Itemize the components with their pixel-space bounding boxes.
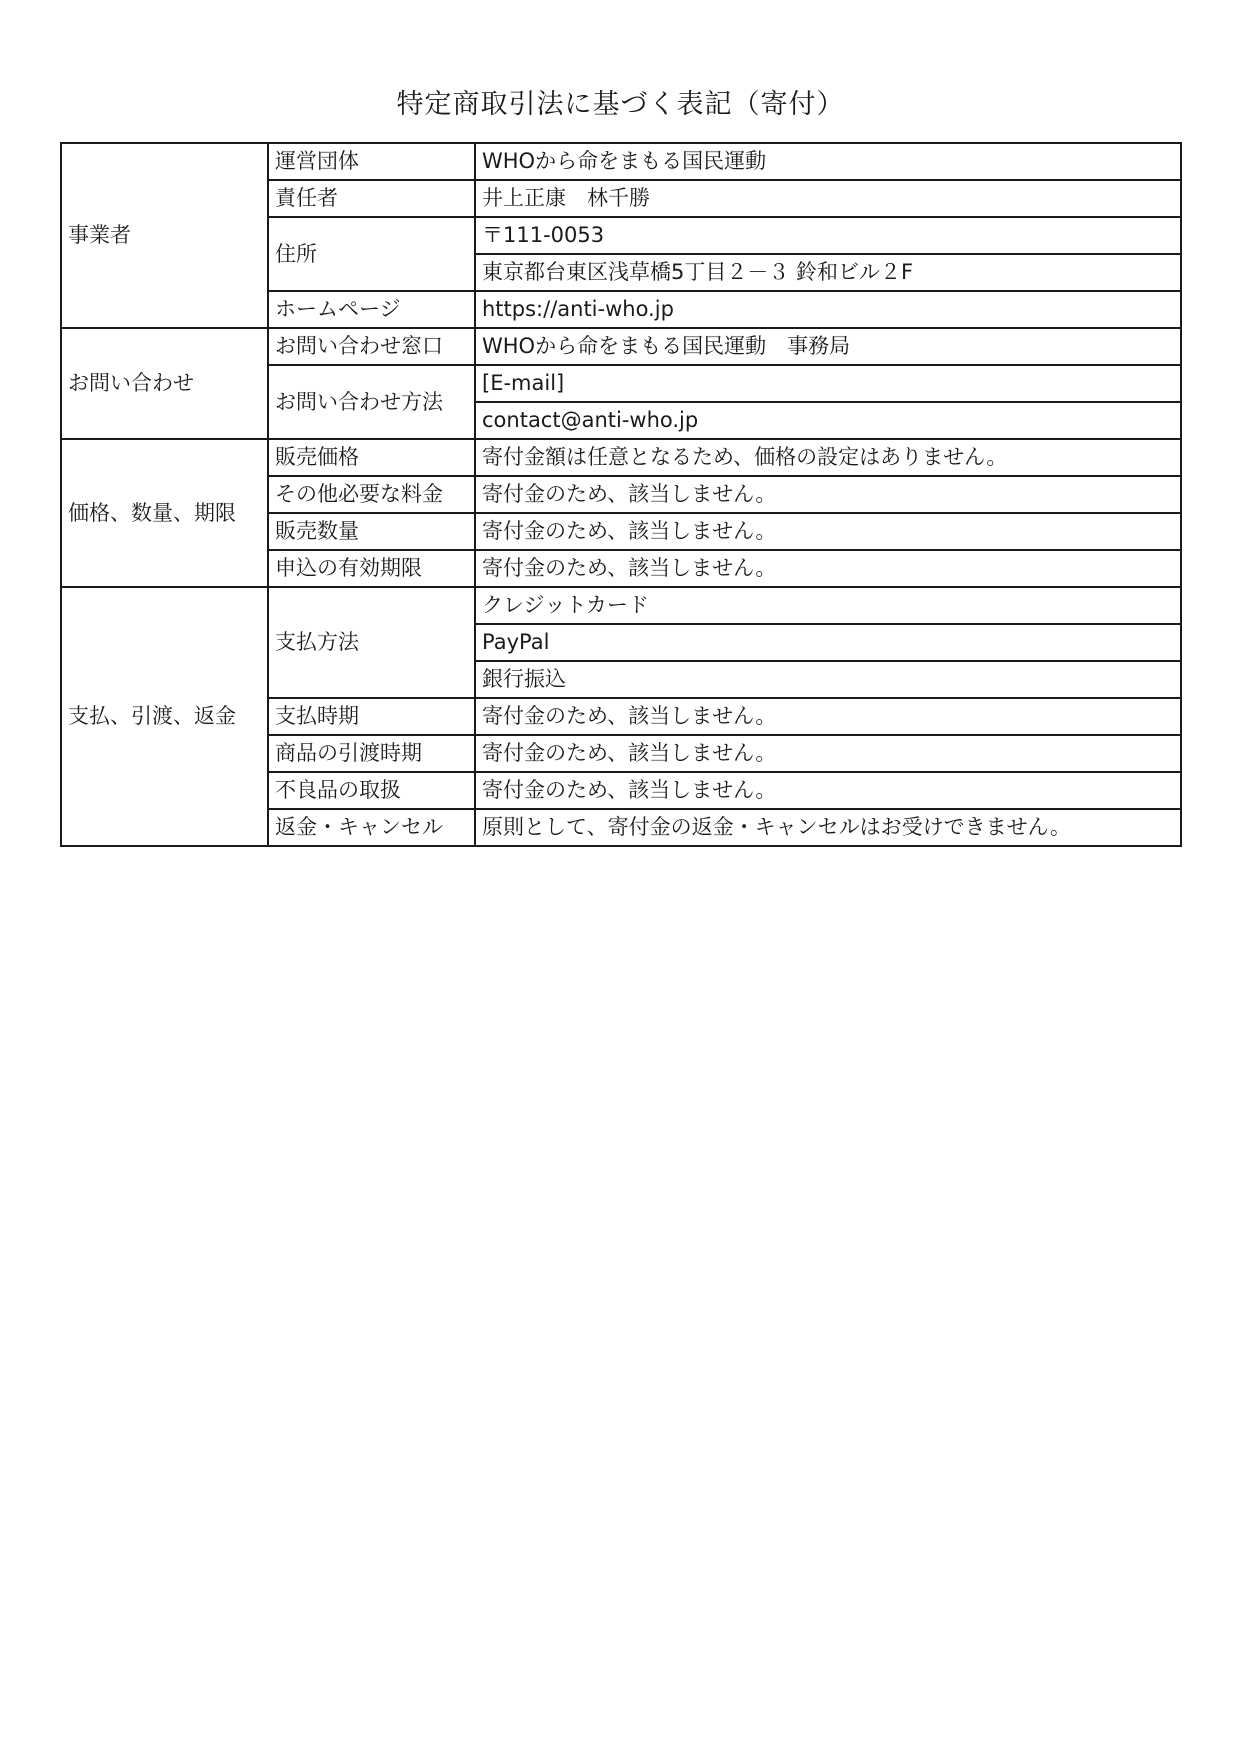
defect-label: 不良品の取扱 [268,772,475,809]
table-row [61,439,1181,476]
table-row [61,143,1181,180]
page-title: 特定商取引法に基づく表記（寄付） [396,89,845,120]
contact-window-label: お問い合わせ窓口 [268,328,475,365]
contact-method-type: [E-mail] [475,365,1181,402]
table-row [61,328,1181,365]
contact-window-value: WHOから命をまもる国民運動 事務局 [475,328,1181,365]
defect-value: 寄付金のため、該当しません。 [475,772,1181,809]
payment-method-item: 銀行振込 [475,661,1181,698]
org-label: 運営団体 [268,143,475,180]
manager-label: 責任者 [268,180,475,217]
address-label: 住所 [268,217,475,291]
price-label: 販売価格 [268,439,475,476]
legal-info-table [60,142,1182,847]
group-contact: お問い合わせ [61,328,268,439]
homepage-link[interactable]: https://anti-who.jp [475,291,1181,328]
org-value: WHOから命をまもる国民運動 [475,143,1181,180]
contact-method-label: お問い合わせ方法 [268,365,475,439]
delivery-value: 寄付金のため、該当しません。 [475,735,1181,772]
group-payment: 支払、引渡、返金 [61,587,268,846]
validity-label: 申込の有効期限 [268,550,475,587]
table-row [61,587,1181,624]
payment-method-item: クレジットカード [475,587,1181,624]
payment-method-item: PayPal [475,624,1181,661]
group-pricing: 価格、数量、期限 [61,439,268,587]
group-business: 事業者 [61,143,268,328]
refund-label: 返金・キャンセル [268,809,475,846]
payment-timing-label: 支払時期 [268,698,475,735]
payment-timing-value: 寄付金のため、該当しません。 [475,698,1181,735]
manager-value: 井上正康 林千勝 [475,180,1181,217]
quantity-value: 寄付金のため、該当しません。 [475,513,1181,550]
refund-value: 原則として、寄付金の返金・キャンセルはお受けできません。 [475,809,1181,846]
fees-value: 寄付金のため、該当しません。 [475,476,1181,513]
contact-email-link[interactable]: contact@anti-who.jp [475,402,1181,439]
homepage-label: ホームページ [268,291,475,328]
quantity-label: 販売数量 [268,513,475,550]
fees-label: その他必要な料金 [268,476,475,513]
payment-method-label: 支払方法 [268,587,475,698]
address-postal: 〒111-0053 [475,217,1181,254]
address-line: 東京都台東区浅草橋5丁目２－３ 鈴和ビル２F [475,254,1181,291]
validity-value: 寄付金のため、該当しません。 [475,550,1181,587]
delivery-label: 商品の引渡時期 [268,735,475,772]
price-value: 寄付金額は任意となるため、価格の設定はありません。 [475,439,1181,476]
